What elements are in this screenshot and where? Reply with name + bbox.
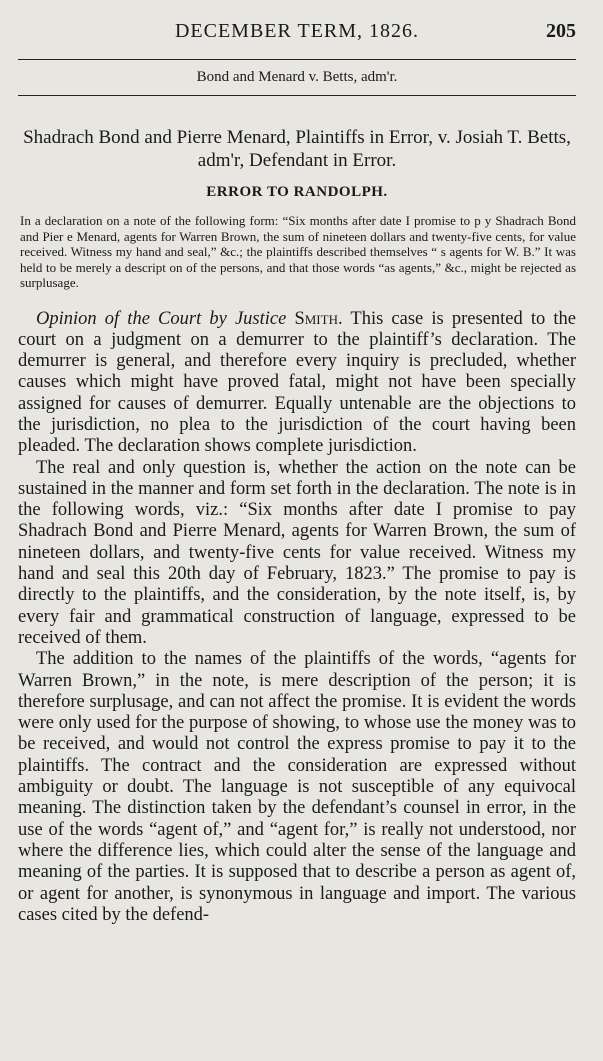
- paragraph-1-text: This case is presented to the court on a judgment on a demurrer to the plaintiff’s declaration. The demurrer is general, and therefore every inquiry is precluded, whether causes which might have proved fatal, might not have been specially assigned for causes of demurrer. Equally untenable are the objections to the jurisdiction, no plea to the jurisdiction of the court having been pleaded. The declaration shows complete jurisdiction.: [18, 308, 577, 457]
- running-head: [18, 0, 576, 44]
- running-title: DECEMBER TERM, 1826.: [174, 20, 420, 42]
- opinion-body: [18, 309, 576, 927]
- justice-name: Smith.: [294, 308, 343, 329]
- top-rule: [18, 59, 576, 60]
- case-short-title: Bond and Menard v. Betts, adm'r.: [196, 69, 398, 85]
- opinion-paragraph-2: The real and only question is, whether the action on the note can be sustained in the manner and form set forth in the declaration. The note is in the following words, viz.: “Six months after date I promise to pay Shadrach Bond and Pierre Menard, agents for Warren Brown, the sum of nineteen dollars, and twenty-five cents for value received. Witness my hand and seal this 20th day of February, 1823.” The promise to pay is directly to the plaintiffs, and the consideration, by the note itself, is, by every fair and grammatical construction of language, expressed to be received of them.: [18, 457, 576, 648]
- opinion-paragraph-1: [18, 309, 576, 458]
- page-number: 205: [546, 20, 576, 42]
- bottom-rule: [18, 95, 576, 96]
- error-to-heading: ERROR TO RANDOLPH.: [206, 184, 388, 200]
- opinion-paragraph-3: The addition to the names of the plaintiffs of the words, “agents for Warren Brown,” in the note, is mere description of the person; it is therefore surplusage, and can not affect the promise. It is evident the words were only used for the purpose of showing, to whose use the money was to be received, and would not control the express promise to pay it to the plaintiffs. The contract and the consideration are expressed without ambiguity or doubt. The language is not susceptible of any equivocal meaning. The distinction taken by the defendant’s counsel in error, in the use of the words “agent of,” and “agent for,” is really not understood, nor where the difference lies, which could alter the sense of the language and meaning of the parties. It is supposed that to describe a person as agent of, or agent for another, is synonymous in language and import. The various cases cited by the defend-: [18, 649, 576, 925]
- headnote: In a declaration on a note of the following form: “Six months after date I promise to p y Shadrach Bond and Pier e Menard, agents for Warren Brown, the sum of nineteen dollars and twenty-five cents, for value received. Witness my hand and seal,” &c.; the plaintiffs described themselves “ s agents for W. B.” It was held to be merely a descript on of the persons, and that those words “as agents,” &c., might be rejected as surplusage.: [20, 213, 576, 290]
- case-parties: Shadrach Bond and Pierre Menard, Plaintiffs in Error, v. Josiah T. Betts, adm'r, Defendant in Error.: [23, 127, 571, 171]
- opinion-intro: Opinion of the Court by Justice: [36, 308, 287, 329]
